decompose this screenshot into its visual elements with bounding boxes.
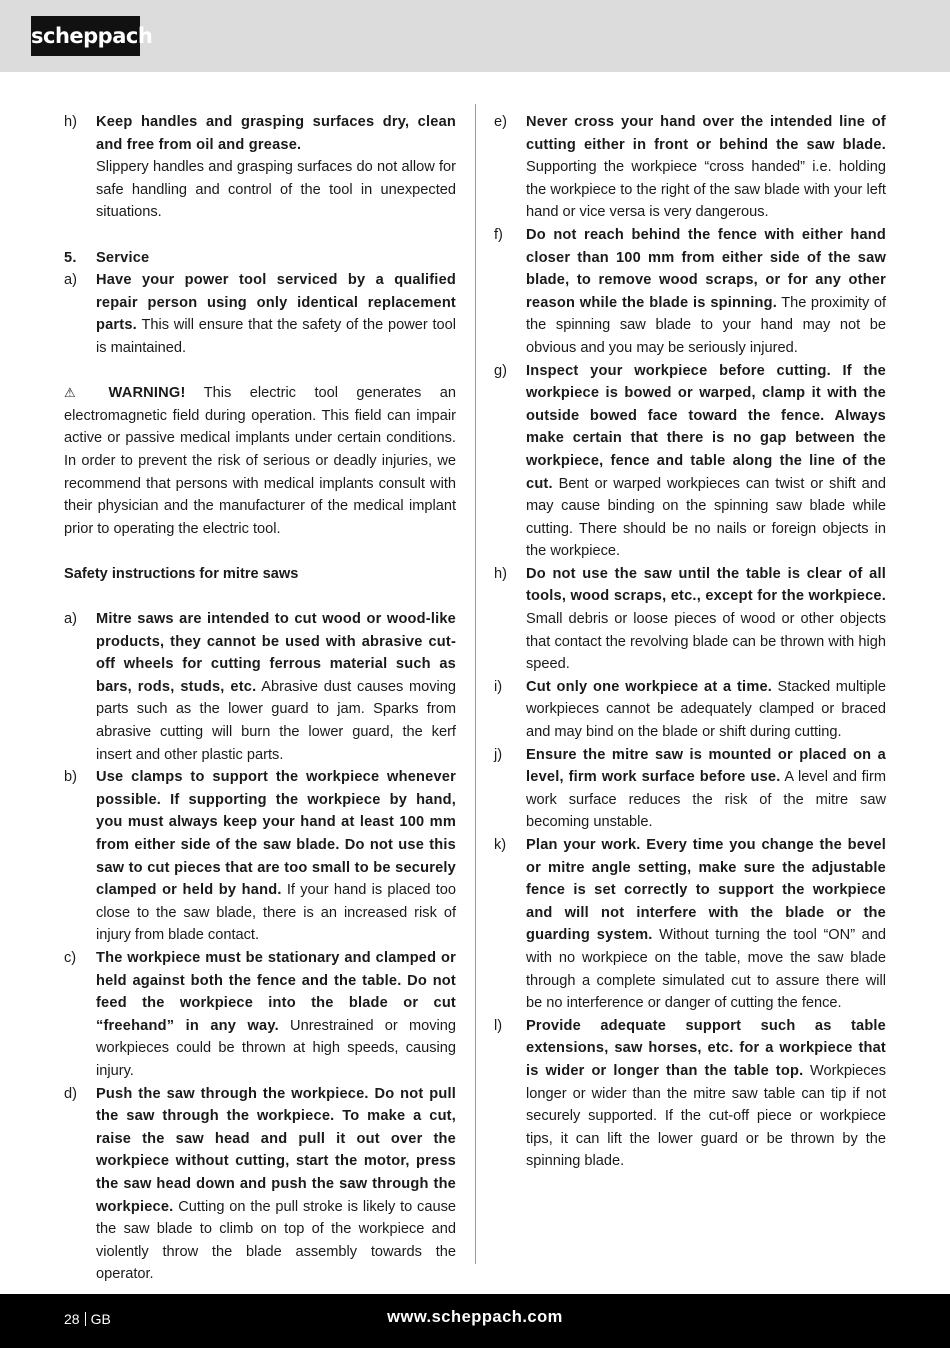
footer-bar [0,1294,950,1348]
item-text: This will ensure that the safety of the power tool is maintained. [96,317,456,356]
item-label: b) [64,769,77,786]
left-column [64,111,456,1286]
page-number: 28 [64,1311,80,1327]
item-label: h) [64,114,77,130]
item-bold-text: Do not reach behind the fence with either hand closer than 100 mm from either side of the saw blade, to remove wood scraps, or for any other reason while the blade is spinning. [526,226,886,311]
item-label: g) [494,362,507,379]
item-bold-text: Mitre saws are intended to cut wood or wood-like products, they cannot be used with abrasive cut-off wheels for cutting ferrous material such as bars, rods, studs, etc. [96,611,456,695]
item-label: a) [64,272,77,289]
brand-logo: scheppach [31,16,140,56]
list-item [494,676,886,744]
warning-text: This electric tool generates an electromagnetic field during operation. This field can impair active or passive medical implants under certain conditions. In order to prevent the risk of serious or deadly injuries, we recommend that persons with medical implants consult with their physician and the manufacturer of the medical implant prior to operating the electric tool. [64,385,457,537]
item-text: If your hand is placed too close to the saw blade, there is an increased risk of injury from blade contact. [96,882,456,944]
section-heading [64,247,456,270]
column-divider [475,104,476,1264]
list-item [494,360,886,563]
item-text: Stacked multiple workpieces cannot be adequately clamped or braced and may bind on the blade or shift during cutting. [526,678,886,741]
item-bold-text: Inspect your workpiece before cutting. If the workpiece is bowed or warped, clamp it with the outside bowed face toward the fence. Always make certain that there is no gap between the workpiece, fence and table along the line of the cut. [526,362,886,492]
item-bold-text: Ensure the mitre saw is mounted or placed on a level, firm work surface before use. [526,746,886,786]
item-bold-text: Plan your work. Every time you change the bevel or mitre angle setting, make sure the adjustable fence is set correctly to support the workpiece and will not interfere with the blade or the guarding system. [526,837,886,944]
item-label: l) [494,1017,503,1034]
item-bold-text: Use clamps to support the workpiece whenever possible. If supporting the workpiece by hand, you must always keep your hand at least 100 mm from either side of the saw blade. Do not use this saw to cut pieces that are too small to be securely clamped or held by hand. [96,769,456,899]
item-bold-text: Keep handles and grasping surfaces dry, clean and free from oil and grease. [96,114,456,153]
item-label: a) [64,611,77,628]
item-bold-text: The workpiece must be stationary and clamped or held against both the fence and the table. Do not feed the workpiece into the blade or cut “freehand” in any way. [96,949,456,1034]
section-number: 5. [64,249,77,266]
item-text: Slippery handles and grasping surfaces do not allow for safe handling and control of the tool in unexpected situations. [96,159,456,221]
item-text: Abrasive dust causes moving parts such as the lower guard to jam. Sparks from abrasive cutting will burn the lower guard, the kerf insert and other plastic parts. [96,678,456,763]
item-text: Supporting the workpiece “cross handed” i.e. holding the workpiece to the right of the saw blade with your left hand or vice versa is very dangerous. [526,159,886,221]
right-column [494,111,886,1173]
safety-list [64,608,456,1286]
warning-paragraph [64,382,456,540]
header-bar [0,0,950,72]
item-label: h) [494,565,507,582]
list-item [494,744,886,834]
item-label: c) [64,949,77,966]
language-code: GB [90,1311,111,1327]
item-text: Small debris or loose pieces of wood or other objects that contact the revolving blade can be thrown with high speed. [526,611,886,673]
item-label: d) [64,1085,77,1102]
item-text: Bent or warped workpieces can twist or shift and may cause binding on the spinning saw blade while cutting. There should be no nails or foreign objects in the workpiece. [526,475,886,560]
item-label: j) [494,746,503,763]
item-label: i) [494,678,503,695]
item-bold-text: Have your power tool serviced by a qualified repair person using only identical replacement parts. [96,272,456,334]
item-bold-text: Push the saw through the workpiece. Do not pull the saw through the workpiece. To make a cut, raise the saw head and pull it out over the workpiece without cutting, start the motor, press the saw head down and push the saw through the workpiece. [96,1085,456,1215]
list-item [64,111,456,224]
item-text: The proximity of the spinning saw blade to your hand may not be obvious and you may be seriously injured. [526,294,887,356]
item-bold-text: Do not use the saw until the table is clear of all tools, wood scraps, etc., except for the workpiece. [526,565,886,605]
list-item [64,269,456,359]
list-item [64,766,456,947]
item-text: Workpieces longer or wider than the mitre saw table can tip if not securely supported. If the cut-off piece or workpiece tips, it can lift the lower guard or be thrown by the spinning blade. [526,1062,886,1170]
item-bold-text: Cut only one workpiece at a time. [526,678,773,695]
item-text: Without turning the tool “ON” and with no workpiece on the table, move the saw blade through a complete simulated cut to assure there will be no interference or danger of cutting the fence. [526,927,886,1012]
section-title: Service [96,249,150,266]
list-item [64,947,456,1083]
item-bold-text: Never cross your hand over the intended line of cutting either in front or behind the saw blade. [526,114,886,153]
list-item [64,608,456,766]
subsection-heading: Safety instructions for mitre saws [64,565,299,582]
warning-label: WARNING! [108,385,186,402]
list-item [494,1015,886,1173]
item-bold-text: Provide adequate support such as table extensions, saw horses, etc. for a workpiece that is wider or longer than the table top. [526,1017,886,1079]
website-url[interactable]: www.scheppach.com [387,1308,563,1326]
list-item [494,563,886,676]
item-text: Cutting on the pull stroke is likely to cause the saw blade to climb on top of the workpiece and violently throw the blade assembly towards the operator. [96,1198,456,1283]
list-item [494,111,886,224]
list-item [64,1083,456,1286]
item-label: e) [494,114,507,130]
safety-list [494,111,886,1173]
warning-icon: ⚠ [64,385,91,401]
list-item [494,834,886,1015]
item-text: Unrestrained or moving workpieces could be thrown at high speeds, causing injury. [96,1017,456,1079]
item-label: k) [494,837,507,853]
item-text: A level and firm work surface reduces the risk of the mitre saw becoming unstable. [526,769,886,831]
list-item [494,224,886,360]
item-label: f) [494,226,503,243]
